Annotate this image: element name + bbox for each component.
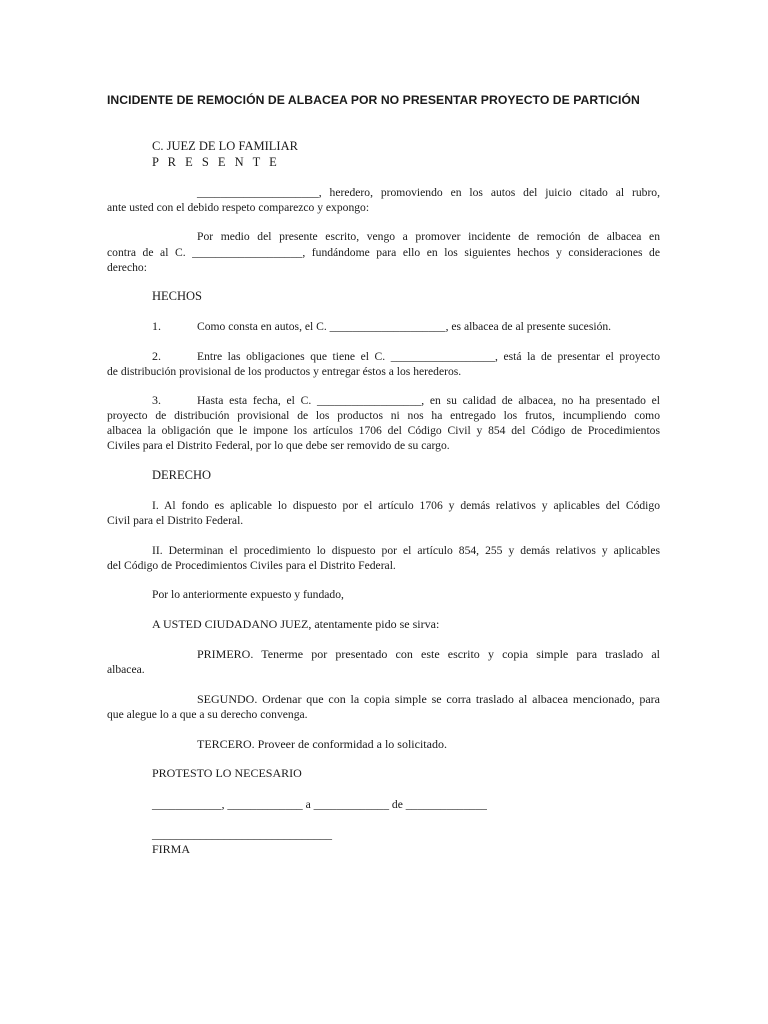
hecho-2-line-2: de distribución provisional de los productos y entregar éstos a los herederos. xyxy=(107,365,462,378)
document-title: INCIDENTE DE REMOCIÓN DE ALBACEA POR NO PRESENTAR PROYECTO DE PARTICIÓN xyxy=(107,93,640,107)
intro-line-2: ante usted con el debido respeto comparezco y expongo: xyxy=(107,201,370,214)
hecho-1-line-1: Como consta en autos, el C. ____________________, es albacea de al presente sucesión. xyxy=(197,320,612,333)
date-line: ____________, _____________ a _____________ de ______________ xyxy=(152,798,487,811)
hecho-2-line-1: Entre las obligaciones que tiene el C. __________________, está la de presentar el proyecto xyxy=(197,350,660,363)
primero-line-1: PRIMERO. Tenerme por presentado con este escrito y copia simple para traslado al xyxy=(197,647,660,661)
tercero-line: TERCERO. Proveer de conformidad a lo solicitado. xyxy=(197,737,447,751)
segundo-line-1: SEGUNDO. Ordenar que con la copia simple se corra traslado al albacea mencionado, para xyxy=(197,692,660,706)
expuesto-line: Por lo anteriormente expuesto y fundado, xyxy=(152,588,344,601)
hecho-1-number: 1. xyxy=(152,319,161,333)
hecho-3-line-2: proyecto de distribución provisional de los productos ni nos ha entregado los frutos, incumpliendo como xyxy=(107,409,660,422)
hecho-3-number: 3. xyxy=(152,393,161,407)
hecho-3-line-4: Civiles para el Distrito Federal, por lo que debe ser removido de su cargo. xyxy=(107,439,450,452)
intro-line-1: _____________________, heredero, promoviendo en los autos del juicio citado al rubro, xyxy=(197,186,660,199)
derecho-2-line-2: del Código de Procedimientos Civiles para el Distrito Federal. xyxy=(107,559,396,572)
primero-line-2: albacea. xyxy=(107,663,145,676)
addressee-presente: P R E S E N T E xyxy=(152,155,280,169)
addressee-line: C. JUEZ DE LO FAMILIAR xyxy=(152,139,298,153)
derecho-1-line-1: I. Al fondo es aplicable lo dispuesto por el artículo 1706 y demás relativos y aplicables del Código xyxy=(152,499,660,512)
derecho-1-line-2: Civil para el Distrito Federal. xyxy=(107,514,244,527)
derecho-2-line-1: II. Determinan el procedimiento lo dispuesto por el artículo 854, 255 y demás relativos y aplicables xyxy=(152,544,660,557)
statement-line-3: derecho: xyxy=(107,261,147,274)
hecho-2-number: 2. xyxy=(152,349,161,363)
firma-label: FIRMA xyxy=(152,842,191,856)
hechos-heading: HECHOS xyxy=(152,289,203,303)
protesto-line: PROTESTO LO NECESARIO xyxy=(152,766,302,780)
pido-line: A USTED CIUDADANO JUEZ, atentamente pido se sirva: xyxy=(152,617,440,631)
hecho-3-line-3: albacea la obligación que le impone los artículos 1706 del Código Civil y 854 del Código de Procedimientos xyxy=(107,424,660,437)
derecho-heading: DERECHO xyxy=(152,468,212,482)
segundo-line-2: que alegue lo a que a su derecho convenga. xyxy=(107,708,308,721)
signature-line: ______________________________ xyxy=(152,827,332,841)
statement-line-1: Por medio del presente escrito, vengo a promover incidente de remoción de albacea en xyxy=(197,230,660,243)
statement-line-2: contra de al C. ___________________, fundándome para ello en los siguientes hechos y consideraciones de xyxy=(107,246,660,259)
hecho-3-line-1: Hasta esta fecha, el C. __________________, en su calidad de albacea, no ha presentado el xyxy=(197,394,660,407)
